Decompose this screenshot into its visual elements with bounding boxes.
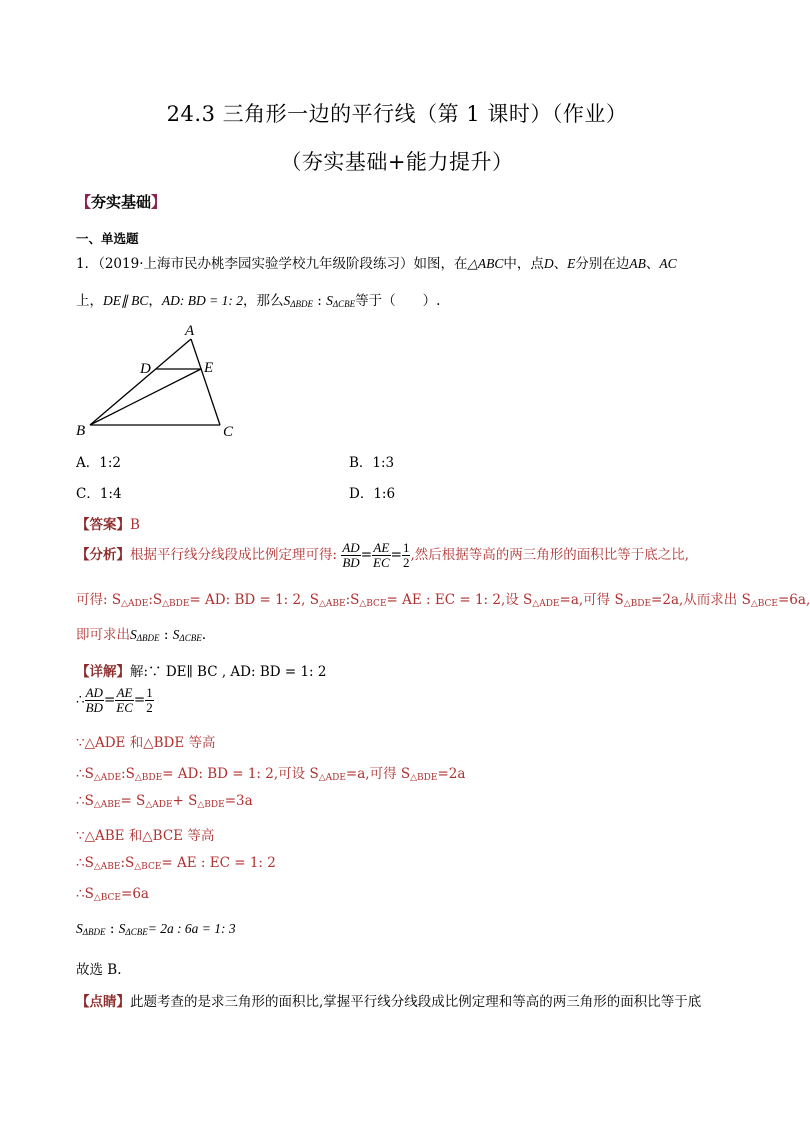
answer-line: 【答案】B — [76, 517, 140, 533]
section-header: 【夯实基础】 — [76, 193, 167, 211]
option-a: A．1:2 — [76, 455, 121, 471]
fraction-ae-ec: $\frac{AE}{EC}$ — [373, 540, 390, 570]
detail-line-4: $\therefore S_{\triangle ADE}:S_{\triangle BDE}=$ AD: BD = 1: 2,可设 $S_{\triangle ADE}=a$,可得 $S_{\triangle BDE}=2a$ — [76, 766, 466, 783]
option-b: B．1:3 — [349, 455, 395, 471]
analysis-line-2: 可得: $S_{\triangle ADE}:S_{\triangle BDE}=$ AD: BD = 1: 2, $S_{\triangle ABE}:S_{\triangle BCE}=$ AE : EC = 1: 2,设 $S_{\triangle ADE}=a$,可得 $S_{\triangle BDE}=2a$,从而求出 $S_{\triangle BCE}=6a$, — [76, 592, 810, 609]
triangle-figure — [70, 315, 250, 441]
question-line-1: 1．（2019·上海市民办桃李园实验学校九年级阶段练习）如图，在△ABC中，点D、E分别在边AB、AC — [76, 256, 677, 272]
page-title: 24.3 三角形一边的平行线（第 1 课时）（作业） — [166, 102, 628, 126]
detail-line-5: $\therefore S_{\triangle ABE}= S_{\triangle ADE}+ S_{\triangle BDE}=3a$ — [76, 793, 253, 810]
detail-line-7: $\therefore S_{\triangle ABE}:S_{\triangle BCE}=$ AE : EC = 1: 2 — [76, 855, 276, 872]
detail-line-3: ∵△ADE 和△BDE 等高 — [76, 735, 216, 751]
option-d: D．1:6 — [349, 486, 396, 502]
label-b: B — [76, 423, 86, 439]
analysis-line-1: 【分析】根据平行线分线段成比例定理可得: $\frac{AD}{BD}$ = $\frac{AE}{EC}$ = $\frac{1}{2}$ ,然后根据等高的两三角形的面积比等于底之比, — [76, 540, 690, 570]
side-ac — [191, 339, 220, 425]
subsection-title: 一、单选题 — [76, 231, 139, 246]
label-e: E — [204, 360, 214, 376]
detail-line-9: $S_{\Delta BDE}$ : $S_{\Delta CBE}= 2a$ : 6a = 1: 3 — [76, 921, 236, 937]
detail-line-10: 故选 B. — [76, 962, 122, 978]
page-subtitle: （夯实基础+能力提升） — [280, 150, 514, 174]
analysis-line-3: 即可求出$S_{\Delta BDE}$ : $S_{\Delta CBE}$. — [76, 627, 206, 643]
fraction-one-half: $\frac{1}{2}$ — [402, 540, 410, 570]
comment-line: 【点睛】此题考查的是求三角形的面积比,掌握平行线分线段成比例定理和等高的两三角形的面积比等于底 — [76, 994, 702, 1010]
detail-line-2: ∴ $\frac{AD}{BD}$ = $\frac{AE}{EC}$ = $\frac{1}{2}$ — [76, 685, 153, 715]
detail-line-6: ∵△ABE 和△BCE 等高 — [76, 828, 215, 844]
detail-line-1: 【详解】解:∵ DE∥ BC , AD: BD = 1: 2 — [76, 664, 327, 680]
option-c: C．1:4 — [76, 486, 122, 502]
question-line-2: 上，DE∥ BC，AD: BD = 1: 2，那么$S_{\Delta BDE}$ : $S_{\Delta CBE}$等于（ ）. — [76, 293, 441, 309]
fraction-ad-bd: $\frac{AD}{BD}$ — [342, 540, 360, 570]
label-a: A — [185, 323, 195, 339]
detail-line-8: $\therefore S_{\triangle BCE}=6a$ — [76, 886, 149, 903]
label-c: C — [223, 424, 234, 440]
label-d: D — [140, 361, 151, 377]
